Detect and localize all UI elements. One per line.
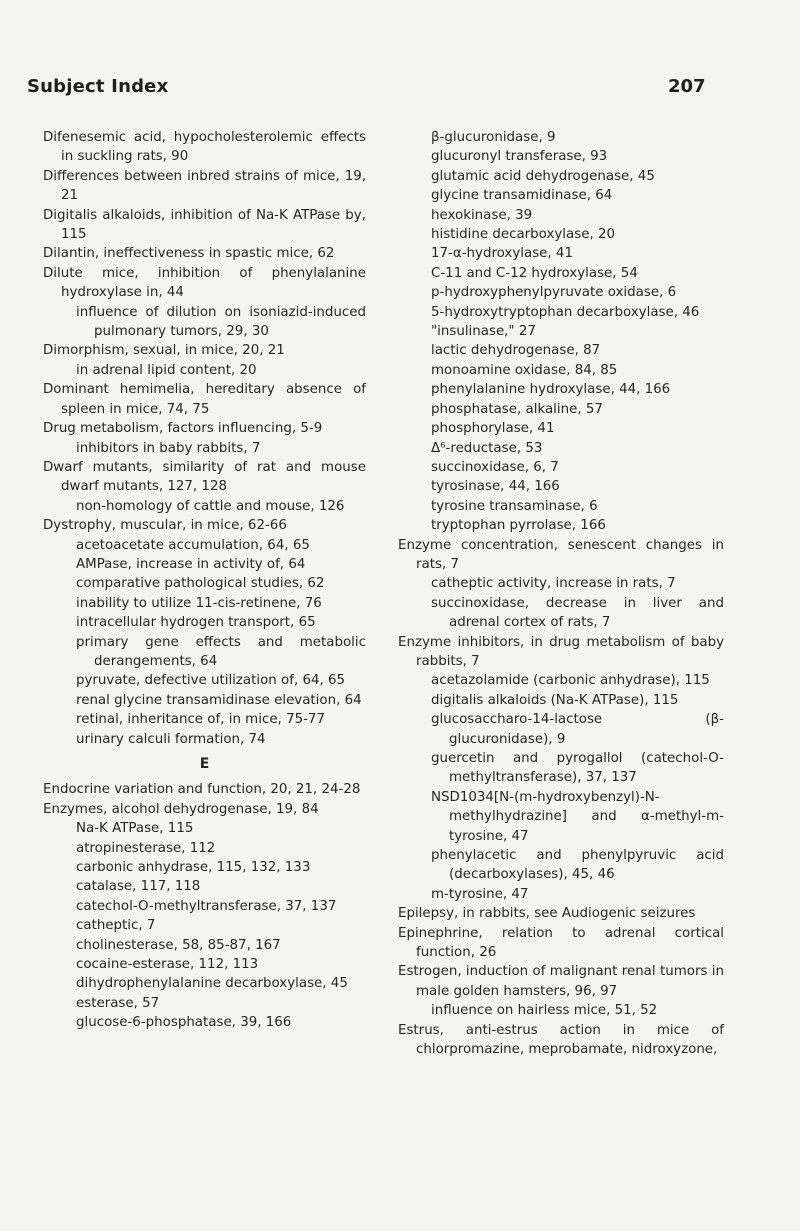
index-subentry: pyruvate, defective utilization of, 64, 65 <box>76 673 346 689</box>
page-header <box>0 76 800 106</box>
index-entry: Epinephrine, relation to adrenal cortical function, 26 <box>398 925 724 961</box>
index-subentry: inability to utilize 11-cis-retinene, 76 <box>76 595 322 611</box>
index-column-left <box>43 128 366 1033</box>
index-subentry: esterase, 57 <box>76 995 160 1011</box>
index-subentry: dihydrophenylalanine decarboxylase, 45 <box>76 976 348 992</box>
index-subentry: tyrosinase, 44, 166 <box>431 479 560 495</box>
index-subentry: influence on hairless mice, 51, 52 <box>431 1003 658 1019</box>
index-entry: Drug metabolism, factors influencing, 5-9 <box>43 421 323 437</box>
page-title: Subject Index <box>27 76 169 97</box>
index-entry: Dilute mice, inhibition of phenylalanine hydroxylase in, 44 <box>43 265 366 301</box>
page-number: 207 <box>668 76 706 97</box>
section-letter: E <box>199 756 210 772</box>
index-subentry: succinoxidase, decrease in liver and adrenal cortex of rats, 7 <box>431 595 724 631</box>
index-entry: Endocrine variation and function, 20, 21, 24-28 <box>43 782 361 798</box>
index-subentry: urinary calculi formation, 74 <box>76 731 266 747</box>
index-entry: Dimorphism, sexual, in mice, 20, 21 <box>43 343 285 359</box>
index-subentry: monoamine oxidase, 84, 85 <box>431 362 618 378</box>
index-subentry: glucosaccharo-14-lactose (β-glucuronidase), 9 <box>431 712 724 747</box>
index-subentry: 5-hydroxytryptophan decarboxylase, 46 <box>431 304 700 320</box>
index-subentry: phosphorylase, 41 <box>431 421 555 437</box>
index-entry: Enzymes, alcohol dehydrogenase, 19, 84 <box>43 801 319 817</box>
index-subentry: phosphatase, alkaline, 57 <box>431 401 603 417</box>
index-entry: Enzyme inhibitors, in drug metabolism of baby rabbits, 7 <box>398 634 724 669</box>
index-entry: Epilepsy, in rabbits, see Audiogenic seizures <box>398 906 696 922</box>
index-subentry: tyrosine transaminase, 6 <box>431 498 598 514</box>
index-subentry: "insulinase," 27 <box>431 324 536 340</box>
index-subentry: catalase, 117, 118 <box>76 879 201 895</box>
index-subentry: non-homology of cattle and mouse, 126 <box>76 498 345 514</box>
index-subentry: guercetin and pyrogallol (catechol-O-methyltransferase), 37, 137 <box>431 751 724 786</box>
index-subentry: glutamic acid dehydrogenase, 45 <box>431 168 655 184</box>
index-subentry: catheptic activity, increase in rats, 7 <box>431 576 676 592</box>
index-subentry: atropinesterase, 112 <box>76 840 216 856</box>
index-entry: Digitalis alkaloids, inhibition of Na-K ATPase by, 115 <box>43 207 366 243</box>
index-subentry: phenylalanine hydroxylase, 44, 166 <box>431 382 671 398</box>
index-entry: Dwarf mutants, similarity of rat and mouse dwarf mutants, 127, 128 <box>43 459 366 495</box>
index-subentry: histidine decarboxylase, 20 <box>431 227 615 243</box>
index-entry: Dominant hemimelia, hereditary absence of spleen in mice, 74, 75 <box>43 382 366 417</box>
index-entry: Enzyme concentration, senescent changes in rats, 7 <box>398 537 724 572</box>
index-subentry: p-hydroxyphenylpyruvate oxidase, 6 <box>431 285 677 301</box>
index-subentry: catheptic, 7 <box>76 918 156 934</box>
index-subentry: digitalis alkaloids (Na-K ATPase), 115 <box>431 692 679 708</box>
index-subentry: glucose-6-phosphatase, 39, 166 <box>76 1015 292 1031</box>
index-subentry: carbonic anhydrase, 115, 132, 133 <box>76 860 311 876</box>
index-subentry: acetoacetate accumulation, 64, 65 <box>76 537 310 553</box>
index-entry: Difenesemic acid, hypocholesterolemic effects in suckling rats, 90 <box>43 130 366 165</box>
index-entry: Estrogen, induction of malignant renal tumors in male golden hamsters, 96, 97 <box>398 964 724 999</box>
index-subentry: primary gene effects and metabolic derangements, 64 <box>76 634 366 669</box>
index-subentry: cocaine-esterase, 112, 113 <box>76 957 259 973</box>
index-subentry: catechol-O-methyltransferase, 37, 137 <box>76 898 337 914</box>
index-entry: Differences between inbred strains of mice, 19, 21 <box>43 168 366 204</box>
index-subentry: 17-α-hydroxylase, 41 <box>431 246 573 262</box>
index-subentry: intracellular hydrogen transport, 65 <box>76 615 316 631</box>
index-subentry: NSD1034[N-(m-hydroxybenzyl)-N-methylhydrazine] and α-methyl-m-tyrosine, 47 <box>431 789 724 844</box>
index-subentry: glycine transamidinase, 64 <box>431 188 613 204</box>
index-subentry: hexokinase, 39 <box>431 207 533 223</box>
index-entry: Dilantin, ineffectiveness in spastic mice, 62 <box>43 246 335 262</box>
index-subentry: renal glycine transamidinase elevation, 64 <box>76 692 362 708</box>
index-subentry: Δ⁶-reductase, 53 <box>431 440 543 456</box>
index-subentry: Na-K ATPase, 115 <box>76 821 194 837</box>
index-subentry: tryptophan pyrrolase, 166 <box>431 518 606 534</box>
index-subentry: comparative pathological studies, 62 <box>76 576 325 592</box>
index-subentry: lactic dehydrogenase, 87 <box>431 343 601 359</box>
index-subentry: succinoxidase, 6, 7 <box>431 459 559 475</box>
index-subentry: AMPase, increase in activity of, 64 <box>76 556 306 572</box>
index-subentry: retinal, inheritance of, in mice, 75-77 <box>76 712 325 728</box>
index-subentry: influence of dilution on isoniazid-induced pulmonary tumors, 29, 30 <box>76 304 366 340</box>
index-subentry: cholinesterase, 58, 85-87, 167 <box>76 937 281 953</box>
index-subentry: in adrenal lipid content, 20 <box>76 362 257 378</box>
index-subentry: m-tyrosine, 47 <box>431 886 529 902</box>
index-entry: Dystrophy, muscular, in mice, 62-66 <box>43 518 287 534</box>
index-subentry: acetazolamide (carbonic anhydrase), 115 <box>431 673 710 689</box>
index-subentry: phenylacetic and phenylpyruvic acid (decarboxylases), 45, 46 <box>431 848 724 883</box>
index-subentry: glucuronyl transferase, 93 <box>431 149 608 165</box>
index-subentry: C-11 and C-12 hydroxylase, 54 <box>431 265 638 281</box>
index-subentry: β-glucuronidase, 9 <box>431 130 556 145</box>
index-subentry: inhibitors in baby rabbits, 7 <box>76 440 261 456</box>
index-column-right <box>398 128 724 1060</box>
index-entry: Estrus, anti-estrus action in mice of chlorpromazine, meprobamate, nidroxyzone, <box>398 1022 724 1058</box>
